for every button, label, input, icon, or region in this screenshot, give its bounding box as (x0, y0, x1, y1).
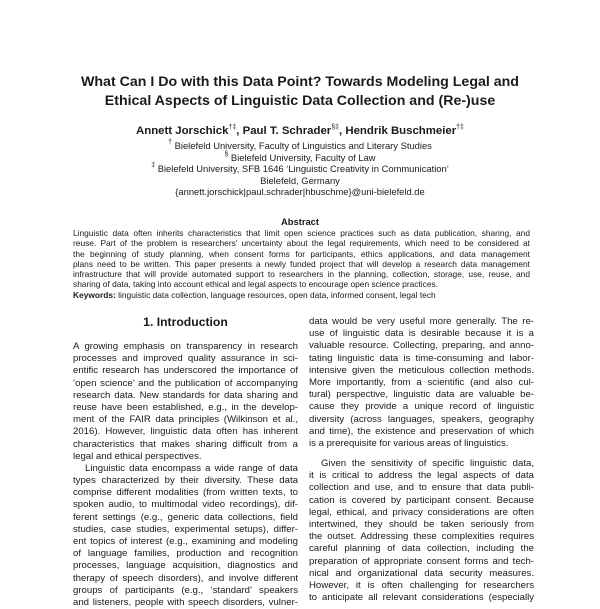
text-line: therapy of speech disorders), and involve different (73, 572, 298, 584)
paragraph (309, 458, 534, 604)
text-line: cause they provide a unique record of linguistic (309, 401, 534, 413)
text-line: spoken audio, to multimodal video recordings), dif- (73, 499, 298, 511)
text-line: diversity (across languages, speakers, geography (309, 413, 534, 425)
author-marks: §‡ (331, 124, 340, 131)
text-line: legal, ethical, and privacy considerations are often (309, 506, 534, 518)
affiliation-text: Bielefeld University, Faculty of Law (230, 151, 376, 163)
section-heading: 1. Introduction (143, 315, 228, 329)
text-line: ment of the FAIR data principles (Wilkinson et al., (73, 414, 298, 426)
text-line: and listeners, people with speech disorders, vulner- (73, 596, 298, 608)
author-name: Paul T. Schrader (242, 125, 332, 137)
paragraph (73, 463, 298, 609)
text-line: legal and ethical perspectives. (73, 450, 202, 462)
text-line: it is critical to address the legal aspects of data (309, 470, 534, 482)
text-line: valuable resource. Collecting, preparing, and anno- (309, 340, 534, 352)
abstract (73, 228, 530, 300)
affiliation-line (40, 175, 560, 187)
text-line: research data. New standards for data sharing and (73, 389, 298, 401)
author-marks: †‡ (228, 124, 237, 131)
text-line: to anticipate all relevant considerations (especially (309, 592, 534, 604)
right-column (309, 316, 534, 604)
author-name: Hendrik Buschmeier (345, 125, 457, 137)
text-line: types characterized by their diversity. These data (73, 475, 298, 487)
text-line: preparation of appropriate consent forms and tech- (309, 555, 534, 567)
affiliation-line (40, 186, 560, 198)
abstract-line: the beginning of study planning, when consent forms for participants, ethics applications, and data management (73, 248, 530, 259)
text-line: cation is covered by participant consent. Because (309, 494, 534, 506)
author-name: Annett Jorschick (136, 125, 229, 137)
affiliation-text: Bielefeld, Germany (260, 174, 340, 186)
text-line: Linguistic data encompass a wide range of data (85, 462, 298, 474)
text-line: studies, case studies, experimental setups), differ- (73, 523, 298, 535)
text-line: However, it is often challenging for researchers (309, 579, 534, 591)
affiliation-mark: § (224, 150, 229, 158)
text-line: ferent settings (e.g., generic data collections, field (73, 511, 298, 523)
affiliation-text: Bielefeld University, Faculty of Linguistics and Literary Studies (174, 140, 432, 151)
left-column (73, 313, 298, 609)
paragraph-gap (309, 450, 534, 458)
abstract-line: plans need to be written. This paper presents a newly funded project that will develop a research data management (73, 258, 530, 269)
title-line: Ethical Aspects of Linguistic Data Collection and (Re-)use (104, 93, 496, 109)
text-line: intertwined, they should be taken seriously from (309, 519, 534, 530)
affiliation-line (40, 163, 560, 175)
text-line: processes, language acquisition, diagnostics and (73, 560, 298, 572)
affiliation-mark: † (168, 139, 173, 146)
text-line: reuse have been established, e.g., in the develop- (73, 401, 298, 413)
author-separator: , (339, 125, 346, 137)
author-list (40, 124, 560, 138)
text-line: 2016). However, linguistic data often has inherent (73, 426, 298, 438)
text-line: More importantly, from a scientific (and also cul- (309, 376, 534, 388)
text-line: characteristics that makes sharing difficult from a (73, 438, 298, 450)
paragraph (309, 316, 534, 450)
text-line: comprise different modalities (from written texts, to (73, 487, 298, 499)
affiliation-text: {annett.jorschick|paul.schrader|hbuschme}@uni-bielefeld.de (175, 186, 425, 197)
abstract-line: Linguistic data often inherits characteristics that limit open science practices such as data publication, sharing, and (73, 228, 530, 238)
text-line: is a prerequisite for various areas of linguistics. (309, 437, 509, 449)
affiliation-line (40, 140, 560, 152)
text-line: collection and use, and to ensure that data publi- (309, 482, 534, 494)
author-separator: , (236, 125, 243, 137)
text-line: entific research has underscored the importance of (73, 365, 298, 377)
keywords-text: linguistic data collection, language resources, open data, informed consent, legal tech (118, 289, 436, 300)
keywords-line (73, 290, 530, 300)
text-line: nical and organizational data security measures. (309, 567, 534, 579)
affiliation-mark: ‡ (151, 162, 156, 169)
text-line: groups of participants (e.g., ‘standard’ speakers (73, 584, 298, 596)
text-line: data would be very useful more generally. The re- (309, 316, 534, 327)
paragraph (73, 341, 298, 463)
text-line: processes and improved quality assurance in sci- (73, 353, 298, 365)
author-marks: †‡ (456, 124, 464, 131)
affiliation-text: Bielefeld University, SFB 1646 ‘Linguistic Creativity in Communication’ (157, 163, 449, 174)
affiliations (40, 140, 560, 198)
text-line: ent topics of interest (e.g., examining and modeling (73, 536, 298, 547)
title-line: What Can I Do with this Data Point? Towards Modeling Legal and (81, 74, 519, 90)
text-line: and time), the existence and preservation of which (309, 425, 534, 437)
text-line: of language families, production and recognition (73, 548, 298, 560)
abstract-line: reuse. Part of the problem is researchers’ uncertainty about the legal requirements, which need to be considered at (73, 238, 530, 249)
abstract-line: sharing of data, taking into account ethical and legal aspects to encourage open science practices. (73, 279, 439, 290)
text-line: tural) perspective, linguistic data are valuable be- (309, 389, 534, 401)
abstract-line: infrastructure that will provide automated support to researchers in the planning, collection, storage, use, reuse, and (73, 269, 530, 279)
text-line: intensive given the meticulous collection methods. (309, 364, 534, 376)
affiliation-line (40, 152, 560, 164)
text-line: tating linguistic data is time-consuming and labor- (309, 352, 534, 364)
text-line: A growing emphasis on transparency in research (73, 341, 298, 352)
text-line: careful planning of data collection, including the (309, 543, 534, 555)
text-line: the outset. Addressing these complexities requires (309, 531, 534, 543)
text-line: ‘open science’ and the publication of accompanying (73, 377, 298, 389)
text-line: Given the sensitivity of specific linguistic data, (321, 458, 534, 470)
abstract-heading: Abstract (280, 216, 320, 227)
paper-title (40, 73, 560, 111)
keywords-label: Keywords: (73, 289, 116, 300)
text-line: use of linguistic data is desirable because it is a (309, 328, 534, 340)
